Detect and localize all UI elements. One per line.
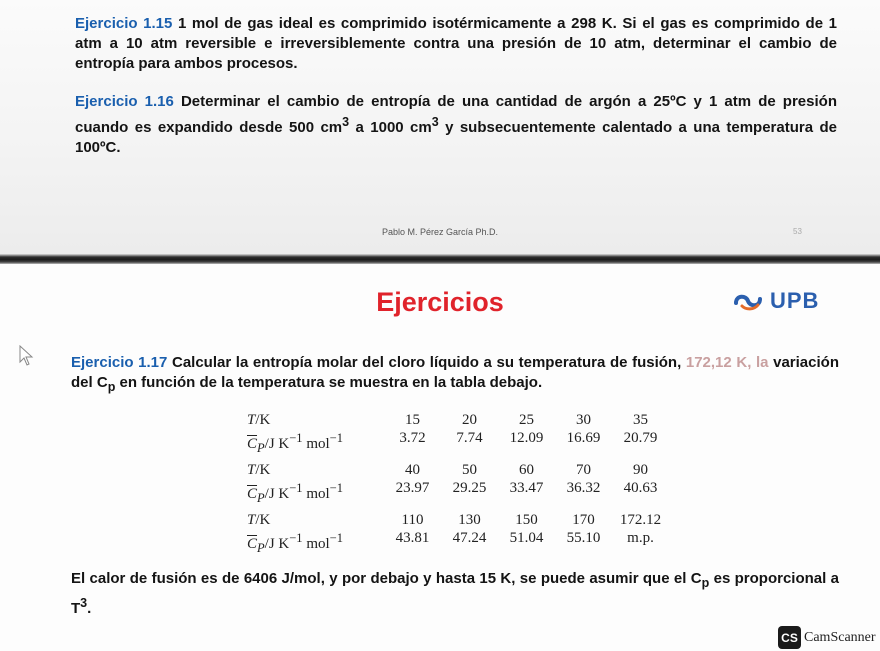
exercise-text: Determinar el cambio de entropía de una cantidad de argón a 25ºC y 1 atm de presión cuando es expandido desde 500 cm (75, 93, 837, 136)
exercise-text: y subsecuentemente calentado a una temperatura de 100ºC. (75, 119, 837, 156)
slide-title: Ejercicios (376, 287, 504, 317)
table-cell: 25 (519, 412, 534, 428)
t-label: T/K (247, 512, 271, 528)
table-cell: 20.79 (623, 430, 658, 446)
table-cell: 172.12 (619, 512, 662, 528)
subscript: p (107, 380, 116, 394)
table-cell: 7.74 (456, 430, 483, 446)
cp-label: $\overline{C}_P/J$ $K^{-1}$ mol$^{-1}$ (247, 481, 343, 505)
logo-text: UPB (770, 288, 820, 313)
table-cell: 60 (519, 462, 534, 478)
note-text: El calor de fusión es de 6406 J/mol, y por debajo y hasta 15 K, se puede asumir que el C (71, 570, 702, 587)
slide-page-number: 53 (793, 227, 802, 236)
exercise-1-17 (71, 353, 839, 397)
exercise-text: 1 mol de gas ideal es comprimido isotérmicamente a 298 K. Si el gas es comprimido de 1 atm a 10 atm reversible e irreversiblemente contra una presión de 10 atm, determinar el cambio de entropía para ambos procesos. (75, 15, 837, 72)
t-label: T/K (247, 462, 271, 478)
table-cell: 12.09 (509, 430, 544, 446)
watermark-text: CamScanner (804, 629, 876, 645)
table-cell: 90 (633, 462, 648, 478)
table-cell: m.p. (627, 530, 654, 546)
table-cell: 16.69 (566, 430, 601, 446)
table-cell: 130 (458, 512, 481, 528)
table-row-cp (247, 479, 669, 505)
table-cell: 51.04 (509, 530, 544, 546)
superscript: 3 (431, 115, 439, 129)
superscript: 3 (342, 115, 350, 129)
table-cell: 15 (405, 412, 420, 428)
superscript: 3 (80, 596, 88, 610)
mouse-cursor-icon (19, 345, 35, 367)
table-row-t (247, 461, 669, 479)
table-cell: 40.63 (623, 480, 658, 496)
t-label: T/K (247, 412, 271, 428)
table-cell: 3.72 (399, 430, 426, 446)
table-cell: 40 (405, 462, 420, 478)
cp-label: $\overline{C}_P/J$ $K^{-1}$ mol$^{-1}$ (247, 431, 343, 455)
table-cell: 110 (401, 512, 424, 528)
table-row-cp (247, 429, 669, 455)
table-cell: 30 (576, 412, 591, 428)
fusion-note (71, 569, 839, 619)
camscanner-icon: CS (778, 626, 801, 649)
exercise-label: Ejercicio 1.17 (71, 354, 168, 371)
exercise-label: Ejercicio 1.15 (75, 15, 173, 32)
table-cell: 23.97 (395, 480, 430, 496)
camscanner-watermark (778, 626, 876, 649)
exercise-text: en función de la temperatura se muestra en la tabla debajo. (115, 374, 543, 391)
table-cell: 150 (515, 512, 538, 528)
table-cell: 47.24 (452, 530, 487, 546)
table-row-t (247, 511, 669, 529)
exercise-1-15 (75, 14, 837, 74)
upb-logo (733, 287, 819, 315)
table-cell: 33.47 (509, 480, 544, 496)
table-cell: 43.81 (395, 530, 430, 546)
exercise-text: a 1000 cm (349, 119, 432, 136)
table-cell: 29.25 (452, 480, 487, 496)
heat-capacity-table (247, 411, 669, 555)
exercise-1-16 (75, 92, 837, 158)
table-cell: 170 (572, 512, 595, 528)
cp-label: $\overline{C}_P/J$ $K^{-1}$ mol$^{-1}$ (247, 531, 343, 555)
note-text: . (87, 600, 92, 617)
table-cell: 35 (633, 412, 648, 428)
table-cell: 55.10 (566, 530, 601, 546)
table-cell: 70 (576, 462, 591, 478)
subscript: p (701, 576, 710, 590)
table-cell: 36.32 (566, 480, 601, 496)
slide-author: Pablo M. Pérez García Ph.D. (381, 227, 499, 237)
table-cell: 50 (462, 462, 477, 478)
slide-divider (0, 254, 880, 264)
exercise-text: variación del C (71, 354, 839, 391)
exercise-text: Calcular la entropía molar del cloro líquido a su temperatura de fusión, (167, 354, 686, 371)
table-row-cp (247, 529, 669, 555)
table-cell: 20 (462, 412, 477, 428)
exercise-label: Ejercicio 1.16 (75, 93, 174, 110)
table-row-t (247, 411, 669, 429)
logo-mark-icon (733, 290, 767, 312)
note-text: es proporcional a T (71, 570, 840, 617)
faded-text: 172,12 K, la (685, 354, 769, 371)
